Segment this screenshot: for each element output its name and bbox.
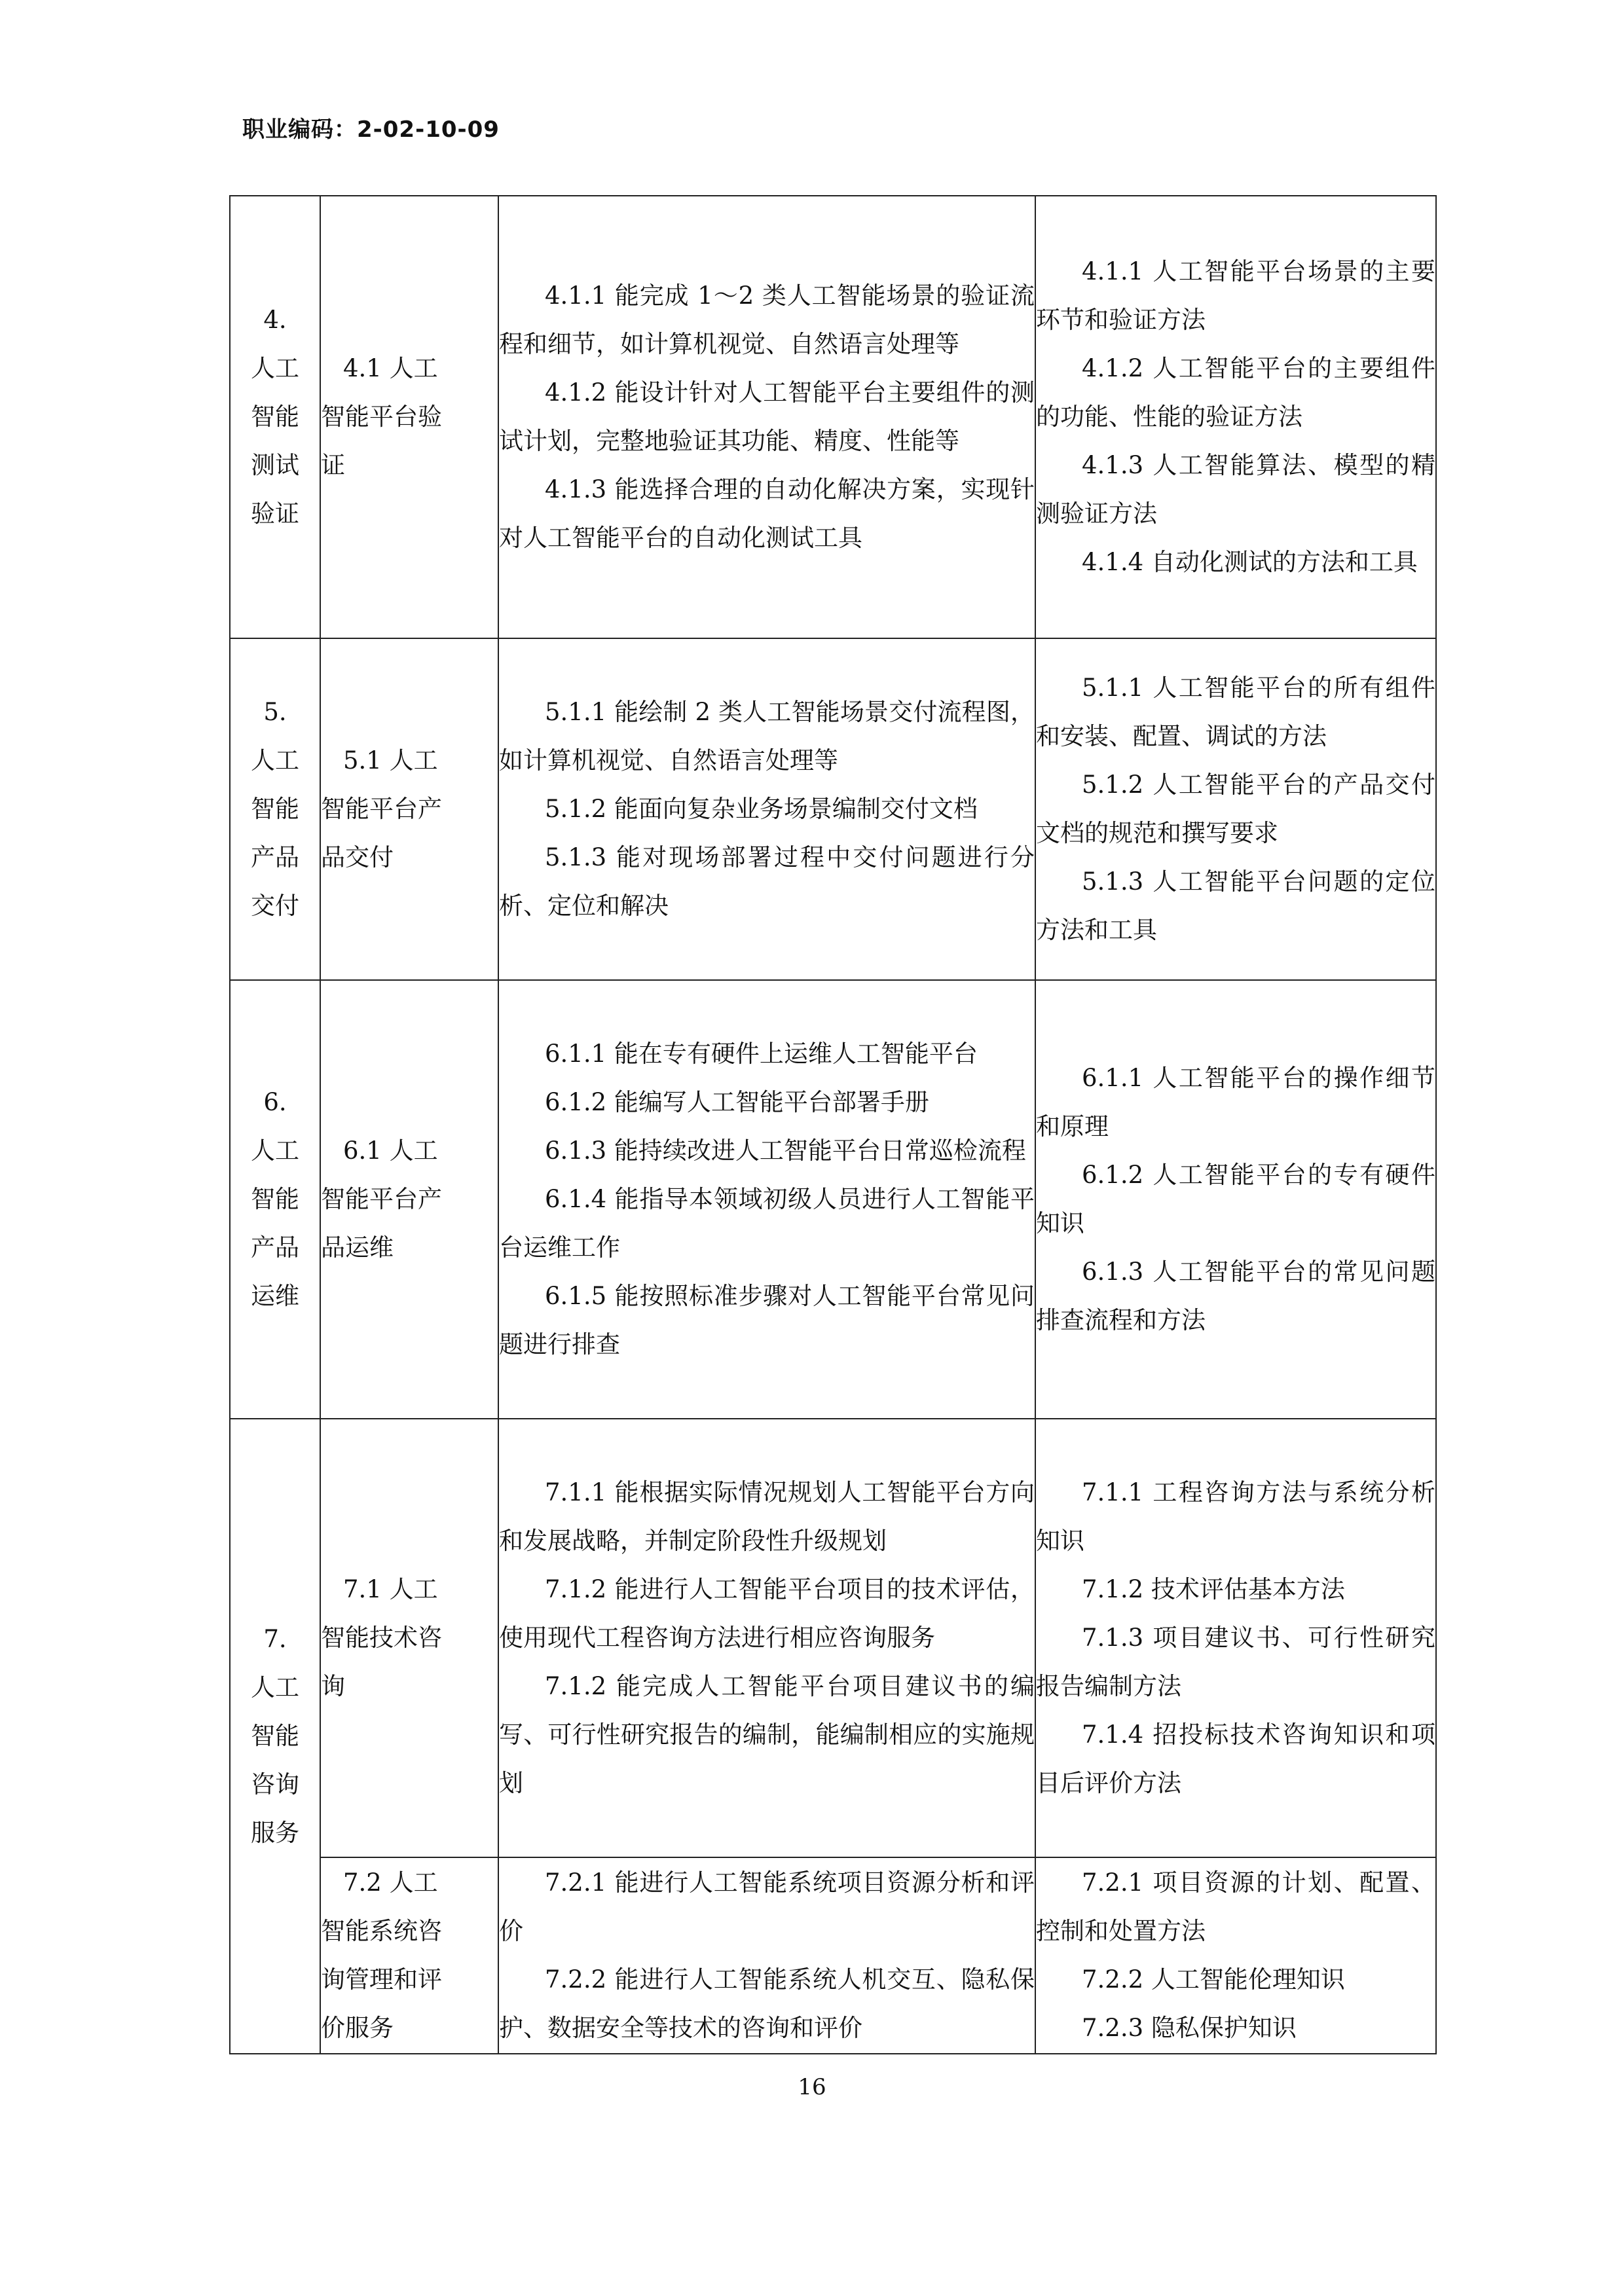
work-line: 智能平台验 [321,403,442,431]
skill-item: 5.1.3 能对现场部署过程中交付问题进行分析、定位和解决 [499,843,1035,920]
skill-item: 6.1.5 能按照标准步骤对人工智能平台常见问题进行排查 [499,1282,1035,1358]
function-line: 人工 [251,746,299,774]
skill-item: 7.2.1 能进行人工智能系统项目资源分析和评价 [499,1868,1035,1945]
knowledge-item: 4.1.4 自动化测试的方法和工具 [1082,548,1418,576]
work-content-cell [320,638,498,980]
skill-item: 6.1.1 能在专有硬件上运维人工智能平台 [545,1040,978,1068]
skills-cell [498,1857,1035,2054]
work-line: 5.1 人工 [343,746,438,774]
function-line: 验证 [251,500,299,528]
work-line: 品交付 [321,843,394,871]
work-line: 智能技术咨 [321,1624,442,1652]
skills-cell [498,196,1035,638]
knowledge-item: 7.1.2 技术评估基本方法 [1082,1575,1345,1603]
work-line: 价服务 [321,2014,394,2042]
knowledge-item: 7.1.4 招投标技术咨询知识和项目后评价方法 [1036,1721,1435,1797]
function-line: 产品 [251,1233,299,1262]
work-line: 4.1 人工 [343,354,438,382]
work-line: 7.1 人工 [343,1575,438,1603]
function-line: 人工 [251,1137,299,1165]
function-line: 咨询 [251,1770,299,1798]
standards-table [229,195,1437,2054]
work-line: 7.2 人工 [343,1868,438,1897]
skill-item: 5.1.2 能面向复杂业务场景编制交付文档 [545,795,978,823]
function-line: 4. [263,306,287,334]
knowledge-cell [1035,638,1436,980]
skills-cell [498,1419,1035,1857]
function-cell [230,638,320,980]
function-line: 智能 [251,1185,299,1213]
table-row [230,196,1436,638]
occupation-code: 职业编码：2-02-10-09 [242,117,500,143]
skill-item: 6.1.4 能指导本领域初级人员进行人工智能平台运维工作 [499,1185,1035,1262]
table-row [230,1419,1436,1857]
work-content-cell [320,980,498,1419]
table-row [230,638,1436,980]
knowledge-item: 7.2.3 隐私保护知识 [1082,2014,1297,2042]
knowledge-item: 4.1.1 人工智能平台场景的主要环节和验证方法 [1036,257,1435,334]
function-line: 运维 [251,1282,299,1310]
table-row [230,980,1436,1419]
skill-item: 4.1.1 能完成 1～2 类人工智能场景的验证流程和细节，如计算机视觉、自然语言处理等 [499,282,1035,358]
function-cell [230,196,320,638]
work-line: 智能平台产 [321,1185,442,1213]
work-line: 智能系统咨 [321,1917,442,1945]
skills-cell [498,980,1035,1419]
function-line: 智能 [251,1722,299,1750]
work-content-cell [320,1857,498,2054]
knowledge-item: 6.1.1 人工智能平台的操作细节和原理 [1036,1064,1435,1140]
function-line: 人工 [251,354,299,382]
function-line: 智能 [251,795,299,823]
table-row [230,1857,1436,2054]
knowledge-item: 6.1.3 人工智能平台的常见问题排查流程和方法 [1036,1258,1435,1334]
knowledge-item: 7.1.3 项目建议书、可行性研究报告编制方法 [1036,1624,1435,1700]
function-line: 产品 [251,843,299,871]
skills-cell [498,638,1035,980]
function-line: 人工 [251,1673,299,1702]
work-content-cell [320,196,498,638]
knowledge-item: 5.1.1 人工智能平台的所有组件和安装、配置、调试的方法 [1036,674,1435,750]
function-line: 6. [263,1088,287,1116]
knowledge-cell [1035,980,1436,1419]
function-cell [230,1419,320,2054]
skill-item: 7.1.2 能完成人工智能平台项目建议书的编写、可行性研究报告的编制，能编制相应的实施规划 [499,1672,1035,1797]
knowledge-cell [1035,1857,1436,2054]
function-line: 7. [263,1625,287,1653]
function-line: 5. [263,698,287,726]
work-line: 6.1 人工 [343,1137,438,1165]
knowledge-cell [1035,1419,1436,1857]
skill-item: 7.1.1 能根据实际情况规划人工智能平台方向和发展战略，并制定阶段性升级规划 [499,1478,1035,1555]
function-cell [230,980,320,1419]
work-line: 询 [321,1672,345,1700]
skill-item: 7.1.2 能进行人工智能平台项目的技术评估，使用现代工程咨询方法进行相应咨询服务 [499,1575,1035,1652]
work-line: 证 [321,451,345,479]
function-line: 智能 [251,403,299,431]
skill-item: 5.1.1 能绘制 2 类人工智能场景交付流程图，如计算机视觉、自然语言处理等 [499,698,1035,774]
function-line: 测试 [251,451,299,479]
knowledge-cell [1035,196,1436,638]
knowledge-item: 5.1.2 人工智能平台的产品交付文档的规范和撰写要求 [1036,771,1435,847]
knowledge-item: 4.1.2 人工智能平台的主要组件的功能、性能的验证方法 [1036,354,1435,431]
knowledge-item: 7.2.2 人工智能伦理知识 [1082,1965,1345,1994]
function-line: 交付 [251,892,299,920]
work-line: 品运维 [321,1233,394,1262]
knowledge-item: 7.1.1 工程咨询方法与系统分析知识 [1036,1478,1435,1555]
skill-item: 4.1.2 能设计针对人工智能平台主要组件的测试计划，完整地验证其功能、精度、性能等 [499,378,1035,455]
skill-item: 6.1.2 能编写人工智能平台部署手册 [545,1088,929,1116]
page-number: 16 [798,2074,826,2100]
knowledge-item: 4.1.3 人工智能算法、模型的精测验证方法 [1036,451,1435,528]
function-line: 服务 [251,1819,299,1847]
knowledge-item: 6.1.2 人工智能平台的专有硬件知识 [1036,1161,1435,1237]
skill-item: 4.1.3 能选择合理的自动化解决方案，实现针对人工智能平台的自动化测试工具 [499,475,1035,552]
skill-item: 6.1.3 能持续改进人工智能平台日常巡检流程 [545,1137,1026,1165]
work-content-cell [320,1419,498,1857]
skill-item: 7.2.2 能进行人工智能系统人机交互、隐私保护、数据安全等技术的咨询和评价 [499,1965,1035,2042]
knowledge-item: 5.1.3 人工智能平台问题的定位方法和工具 [1036,867,1435,944]
work-line: 询管理和评 [321,1965,442,1994]
work-line: 智能平台产 [321,795,442,823]
knowledge-item: 7.2.1 项目资源的计划、配置、控制和处置方法 [1036,1868,1435,1945]
